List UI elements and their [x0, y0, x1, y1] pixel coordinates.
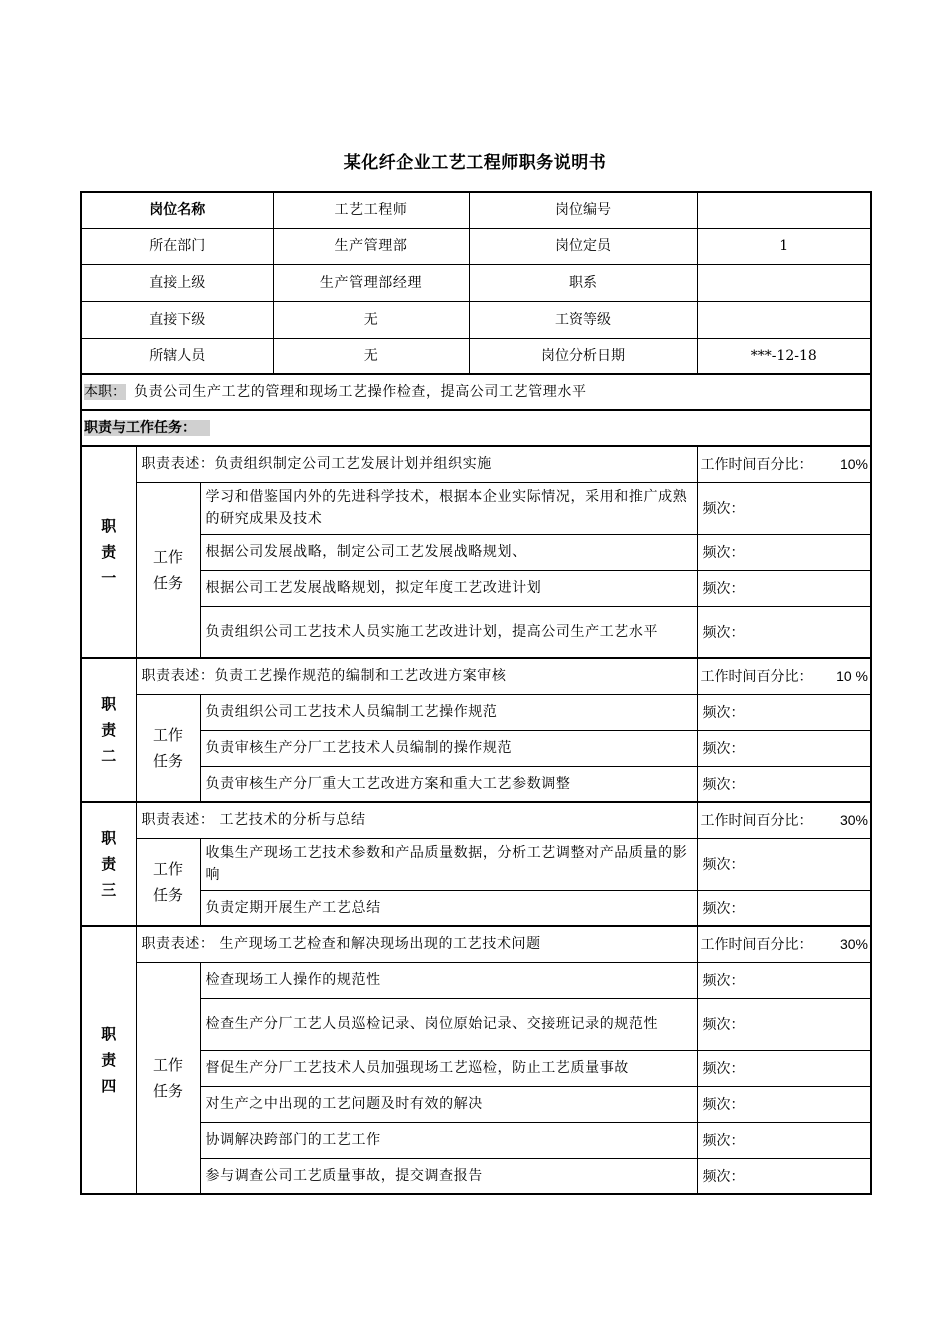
info-value: [697, 192, 871, 228]
task-row: [81, 1086, 871, 1122]
info-key: 岗位分析日期: [469, 338, 697, 374]
info-key: 岗位编号: [469, 192, 697, 228]
task-label: [136, 962, 200, 1194]
duty-label-text: 职责四: [101, 1025, 117, 1095]
info-value: [697, 264, 871, 301]
task-text: 检查现场工人操作的规范性: [200, 962, 697, 998]
time-percent-label: 工作时间百分比：: [700, 456, 813, 473]
info-value: 生产管理部经理: [273, 264, 469, 301]
task-label: [136, 694, 200, 802]
task-frequency: 频次：: [697, 1050, 871, 1086]
time-percent-value: 10%: [839, 456, 868, 473]
task-row: [81, 890, 871, 926]
task-frequency: 频次：: [697, 1086, 871, 1122]
task-text: 协调解决跨部门的工艺工作: [200, 1122, 697, 1158]
duty-statement-row: [81, 802, 871, 838]
benzhi-cell: [81, 374, 871, 410]
task-frequency: 频次：: [697, 1122, 871, 1158]
duty-time-percent: [697, 658, 871, 694]
duty-time-percent: [697, 802, 871, 838]
task-row: [81, 1122, 871, 1158]
time-percent-label: 工作时间百分比：: [700, 936, 813, 953]
duty-label: [81, 802, 136, 926]
duties-header-row: [81, 410, 871, 446]
time-percent-value: 30%: [839, 812, 868, 829]
duty-label: [81, 658, 136, 802]
time-percent-value: 10 %: [836, 668, 868, 685]
duty-statement: 职责表述：负责工艺操作规范的编制和工艺改进方案审核: [136, 658, 697, 694]
task-row: [81, 1158, 871, 1194]
info-row: [81, 192, 871, 228]
task-text: 根据公司发展战略，制定公司工艺发展战略规划、: [200, 534, 697, 570]
job-description-table: [80, 191, 872, 1195]
task-row: [81, 1050, 871, 1086]
info-value: 无: [273, 338, 469, 374]
task-row: [81, 606, 871, 658]
task-row: [81, 482, 871, 534]
task-text: 学习和借鉴国内外的先进科学技术，根据本企业实际情况，采用和推广成熟的研究成果及技术: [200, 482, 697, 534]
task-frequency: 频次：: [697, 838, 871, 890]
info-value: 无: [273, 301, 469, 338]
info-key: 职系: [469, 264, 697, 301]
duty-statement-row: [81, 446, 871, 482]
info-key: 工资等级: [469, 301, 697, 338]
duty-label-text: 职责二: [101, 695, 117, 765]
task-frequency: 频次：: [697, 694, 871, 730]
duty-time-percent: [697, 446, 871, 482]
task-text: 收集生产现场工艺技术参数和产品质量数据，分析工艺调整对产品质量的影响: [200, 838, 697, 890]
task-frequency: 频次：: [697, 998, 871, 1050]
task-frequency: 频次：: [697, 766, 871, 802]
info-key: 所辖人员: [81, 338, 273, 374]
task-text: 负责组织公司工艺技术人员实施工艺改进计划，提高公司生产工艺水平: [200, 606, 697, 658]
duty-statement: 职责表述：负责组织制定公司工艺发展计划并组织实施: [136, 446, 697, 482]
duty-statement-row: [81, 658, 871, 694]
info-key: 直接上级: [81, 264, 273, 301]
task-row: [81, 534, 871, 570]
duty-statement: 职责表述： 工艺技术的分析与总结: [136, 802, 697, 838]
info-key: 直接下级: [81, 301, 273, 338]
task-frequency: 频次：: [697, 482, 871, 534]
task-text: 督促生产分厂工艺技术人员加强现场工艺巡检，防止工艺质量事故: [200, 1050, 697, 1086]
task-row: [81, 694, 871, 730]
info-key: 岗位名称: [81, 192, 273, 228]
info-key: 所在部门: [81, 228, 273, 264]
task-text: 负责定期开展生产工艺总结: [200, 890, 697, 926]
info-row: [81, 301, 871, 338]
task-label: [136, 838, 200, 926]
task-label-text: 工作任务: [153, 547, 184, 592]
duty-label: [81, 446, 136, 658]
task-row: [81, 766, 871, 802]
benzhi-row: [81, 374, 871, 410]
time-percent-label: 工作时间百分比：: [700, 668, 813, 685]
task-text: 负责组织公司工艺技术人员编制工艺操作规范: [200, 694, 697, 730]
benzhi-text: 负责公司生产工艺的管理和现场工艺操作检查，提高公司工艺管理水平: [134, 384, 587, 400]
task-frequency: 频次：: [697, 730, 871, 766]
task-frequency: 频次：: [697, 962, 871, 998]
task-row: [81, 730, 871, 766]
duty-label-text: 职责三: [101, 829, 117, 899]
task-label: [136, 482, 200, 658]
task-label-text: 工作任务: [153, 1055, 184, 1100]
task-frequency: 频次：: [697, 570, 871, 606]
duties-header-cell: [81, 410, 871, 446]
benzhi-label: 本职：: [84, 384, 126, 400]
task-label-text: 工作任务: [153, 859, 184, 904]
task-text: 参与调查公司工艺质量事故，提交调查报告: [200, 1158, 697, 1194]
task-label-text: 工作任务: [153, 725, 184, 770]
task-text: 对生产之中出现的工艺问题及时有效的解决: [200, 1086, 697, 1122]
duty-statement: 职责表述： 生产现场工艺检查和解决现场出现的工艺技术问题: [136, 926, 697, 962]
task-frequency: 频次：: [697, 534, 871, 570]
duty-label-text: 职责一: [101, 517, 117, 587]
task-row: [81, 570, 871, 606]
time-percent-label: 工作时间百分比：: [700, 812, 813, 829]
duty-time-percent: [697, 926, 871, 962]
info-value: [697, 301, 871, 338]
task-frequency: 频次：: [697, 890, 871, 926]
time-percent-value: 30%: [839, 936, 868, 953]
duty-statement-row: [81, 926, 871, 962]
info-row: [81, 264, 871, 301]
task-row: [81, 998, 871, 1050]
task-frequency: 频次：: [697, 606, 871, 658]
info-row: [81, 228, 871, 264]
task-text: 检查生产分厂工艺人员巡检记录、岗位原始记录、交接班记录的规范性: [200, 998, 697, 1050]
task-text: 根据公司工艺发展战略规划，拟定年度工艺改进计划: [200, 570, 697, 606]
info-key: 岗位定员: [469, 228, 697, 264]
duty-label: [81, 926, 136, 1194]
document-title: 某化纤企业工艺工程师职务说明书: [343, 153, 607, 173]
task-row: [81, 962, 871, 998]
task-text: 负责审核生产分厂重大工艺改进方案和重大工艺参数调整: [200, 766, 697, 802]
info-value: 生产管理部: [273, 228, 469, 264]
info-value: 1: [697, 228, 871, 264]
info-row: [81, 338, 871, 374]
duties-header: 职责与工作任务：: [84, 420, 196, 436]
info-value: ***-12-18: [697, 338, 871, 374]
task-frequency: 频次：: [697, 1158, 871, 1194]
task-text: 负责审核生产分厂工艺技术人员编制的操作规范: [200, 730, 697, 766]
info-value: 工艺工程师: [273, 192, 469, 228]
task-row: [81, 838, 871, 890]
